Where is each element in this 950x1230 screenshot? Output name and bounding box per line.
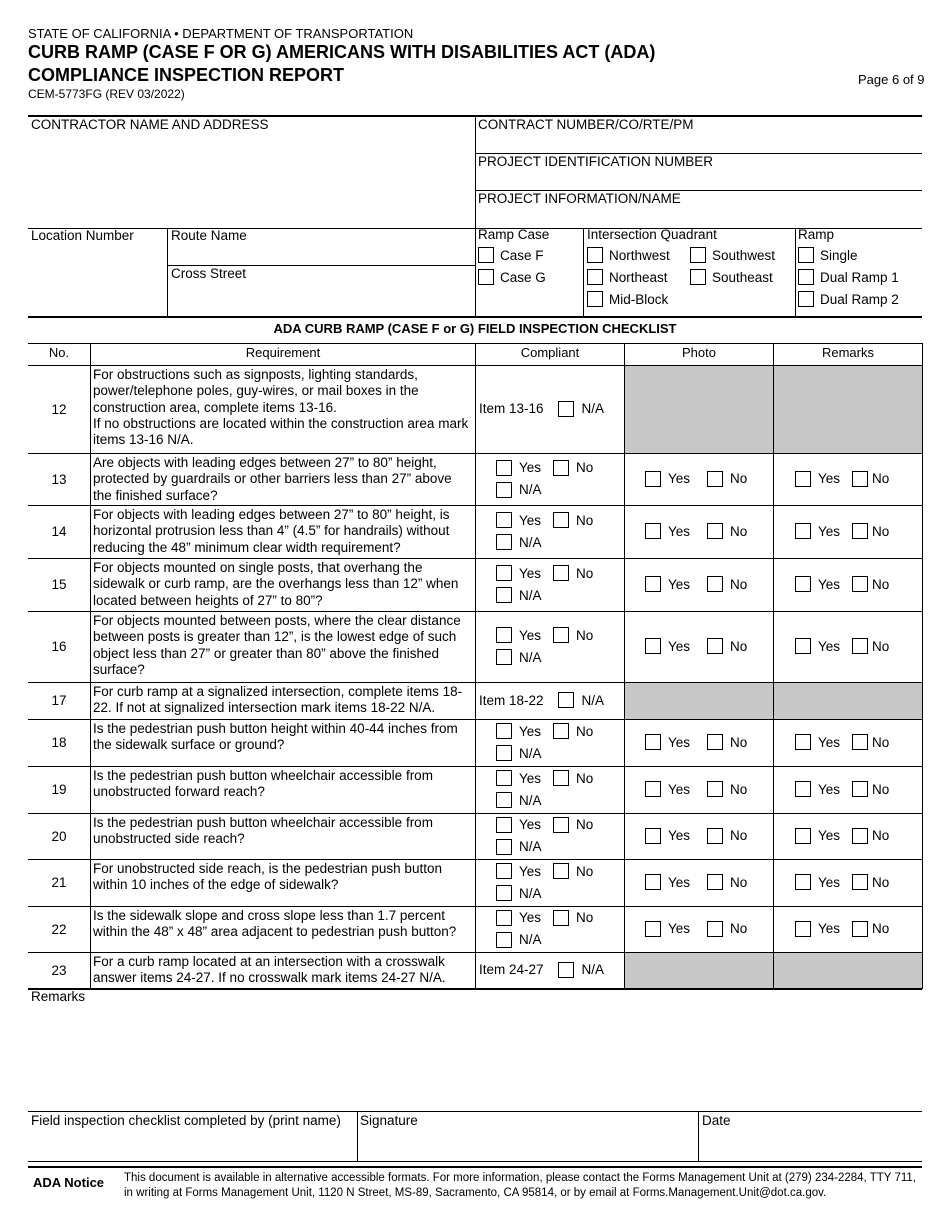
- compliant-yes-no[interactable]: [496, 627, 593, 643]
- no-label: No: [576, 770, 594, 786]
- photo-yes-checkbox[interactable]: [645, 781, 661, 797]
- northwest-label: Northwest: [609, 247, 670, 263]
- contractor-name-field[interactable]: CONTRACTOR NAME AND ADDRESS: [31, 117, 269, 132]
- remarks-yes-checkbox[interactable]: [795, 874, 811, 890]
- photo-yes-checkbox[interactable]: [645, 921, 661, 937]
- row-requirement-text: Is the sidewalk slope and cross slope less than 1.7 percent within the 48” x 48” area adjacent to pedestrian push button?: [93, 908, 457, 940]
- compliant-yes-no[interactable]: [496, 910, 593, 926]
- compliant-yes-no[interactable]: [496, 863, 593, 879]
- row-number: 12: [51, 401, 67, 417]
- no-label: No: [730, 781, 748, 797]
- signature-field[interactable]: Signature: [360, 1113, 418, 1128]
- compliant-na[interactable]: [496, 885, 542, 901]
- photo-yes-no[interactable]: [645, 781, 747, 797]
- remarks-no-checkbox[interactable]: [852, 523, 868, 539]
- col-header-requirement: Requirement: [245, 345, 321, 360]
- yes-label: Yes: [818, 523, 841, 539]
- no-label: No: [730, 471, 748, 486]
- na-label: N/A: [519, 792, 542, 808]
- compliant-no-checkbox[interactable]: [553, 723, 569, 739]
- compliant-no-checkbox[interactable]: [553, 910, 569, 926]
- checkbox-icon[interactable]: [558, 692, 574, 708]
- checkbox-icon[interactable]: [587, 291, 603, 307]
- compliant-no-checkbox[interactable]: [553, 512, 569, 528]
- no-label: No: [576, 512, 594, 528]
- checkbox-icon[interactable]: [478, 247, 494, 263]
- compliant-na-checkbox[interactable]: [496, 839, 512, 855]
- remarks-no-checkbox[interactable]: [852, 471, 868, 487]
- yes-label: Yes: [668, 734, 691, 750]
- na-label: N/A: [519, 745, 542, 761]
- no-label: No: [730, 523, 748, 539]
- row-number: 19: [51, 782, 67, 797]
- compliant-yes-no[interactable]: [496, 512, 593, 528]
- row-number: 22: [51, 921, 67, 937]
- photo-yes-checkbox[interactable]: [645, 638, 661, 654]
- photo-no-checkbox[interactable]: [707, 874, 723, 890]
- row-requirement-text: Is the pedestrian push button height within 40-44 inches from the sidewalk surface or ground?: [93, 721, 458, 753]
- yes-label: Yes: [818, 734, 841, 750]
- compliant-no-checkbox[interactable]: [553, 627, 569, 643]
- remarks-yes-checkbox[interactable]: [795, 828, 811, 844]
- yes-label: Yes: [519, 565, 542, 581]
- photo-yes-checkbox[interactable]: [645, 576, 661, 592]
- midblock-checkbox[interactable]: [587, 291, 668, 307]
- row-number: 15: [51, 577, 67, 592]
- no-label: No: [872, 638, 890, 654]
- form-title: [28, 41, 848, 87]
- northwest-checkbox[interactable]: [587, 247, 670, 263]
- checkbox-icon[interactable]: [798, 247, 814, 263]
- no-label: No: [872, 874, 890, 890]
- item-na-checkbox[interactable]: [479, 692, 604, 708]
- checklist-title: ADA CURB RAMP (CASE F or G) FIELD INSPECTION CHECKLIST: [273, 321, 677, 336]
- compliant-yes-checkbox[interactable]: [496, 627, 512, 643]
- compliant-na[interactable]: [496, 839, 542, 855]
- checkbox-icon[interactable]: [798, 269, 814, 285]
- compliant-na[interactable]: [496, 534, 542, 550]
- yes-label: Yes: [818, 921, 841, 936]
- remarks-yes-no[interactable]: [795, 523, 889, 539]
- yes-label: Yes: [818, 781, 841, 797]
- southeast-label: Southeast: [712, 269, 773, 285]
- compliant-na-checkbox[interactable]: [496, 792, 512, 808]
- na-label: N/A: [581, 692, 605, 708]
- dual-ramp-2-checkbox[interactable]: [798, 291, 899, 307]
- no-label: No: [730, 576, 748, 592]
- row-number: 20: [51, 828, 67, 844]
- photo-yes-no[interactable]: [645, 576, 747, 592]
- compliant-na[interactable]: [496, 792, 542, 808]
- row-requirement-text: For objects mounted on single posts, that overhang the sidewalk or curb ramp, are the overhangs less than 12” when located between heights of 27” to 80”?: [93, 560, 459, 608]
- remarks-yes-checkbox[interactable]: [795, 471, 811, 487]
- no-label: No: [576, 863, 594, 879]
- compliant-yes-checkbox[interactable]: [496, 512, 512, 528]
- photo-yes-checkbox[interactable]: [645, 734, 661, 750]
- compliant-no-checkbox[interactable]: [553, 863, 569, 879]
- na-label: N/A: [519, 885, 542, 901]
- compliant-yes-no[interactable]: [496, 723, 593, 739]
- compliant-na[interactable]: [496, 482, 542, 498]
- yes-label: Yes: [818, 874, 841, 890]
- compliant-yes-no[interactable]: [496, 565, 593, 581]
- photo-yes-no[interactable]: [645, 523, 747, 539]
- row-requirement-text: Are objects with leading edges between 27” to 80” height, protected by guardrails or other barriers less than 27” above the finished surface?: [93, 455, 452, 503]
- compliant-na-checkbox[interactable]: [496, 745, 512, 761]
- yes-label: Yes: [519, 512, 542, 528]
- remarks-yes-no[interactable]: [795, 471, 889, 487]
- photo-no-checkbox[interactable]: [707, 921, 723, 937]
- southeast-checkbox[interactable]: [690, 269, 773, 285]
- remarks-yes-checkbox[interactable]: [795, 734, 811, 750]
- row-requirement-text: For a curb ramp located at an intersection with a crosswalk answer items 24-27. If no crosswalk mark items 24-27 N/A.: [93, 954, 446, 986]
- checkbox-icon[interactable]: [587, 247, 603, 263]
- remarks-yes-no[interactable]: [795, 638, 889, 654]
- photo-yes-checkbox[interactable]: [645, 471, 661, 487]
- photo-no-checkbox[interactable]: [707, 828, 723, 844]
- yes-label: Yes: [519, 817, 542, 832]
- na-label: N/A: [581, 962, 605, 977]
- cross-street-field[interactable]: Cross Street: [171, 266, 247, 281]
- checkbox-icon[interactable]: [478, 269, 494, 285]
- ramp-case-label: Ramp Case: [478, 227, 550, 242]
- remarks-yes-no[interactable]: [795, 874, 889, 890]
- compliant-no-checkbox[interactable]: [553, 565, 569, 581]
- no-label: No: [730, 734, 748, 750]
- row-number: 16: [51, 639, 67, 654]
- ramp-label: Ramp: [798, 227, 835, 242]
- compliant-yes-checkbox[interactable]: [496, 770, 512, 786]
- col-header-compliant: Compliant: [520, 345, 580, 360]
- yes-label: Yes: [668, 781, 691, 797]
- no-label: No: [730, 828, 748, 843]
- page-number: Page 6 of 9: [858, 72, 925, 87]
- photo-yes-no[interactable]: [645, 921, 747, 937]
- no-label: No: [872, 921, 890, 936]
- no-label: No: [730, 874, 748, 890]
- yes-label: Yes: [668, 576, 691, 592]
- southwest-checkbox[interactable]: [690, 247, 775, 263]
- compliant-no-checkbox[interactable]: [553, 817, 569, 833]
- photo-yes-checkbox[interactable]: [645, 828, 661, 844]
- row-number: 21: [51, 875, 67, 890]
- row-number: 14: [51, 524, 67, 539]
- compliant-yes-no[interactable]: [496, 817, 593, 833]
- photo-no-checkbox[interactable]: [707, 471, 723, 487]
- col-header-no: No.: [48, 345, 70, 360]
- compliant-yes-no[interactable]: [496, 460, 593, 476]
- yes-label: Yes: [519, 770, 542, 786]
- compliant-na[interactable]: [496, 932, 542, 948]
- checkbox-icon[interactable]: [558, 401, 574, 417]
- compliant-na[interactable]: [496, 649, 542, 665]
- single-checkbox[interactable]: [798, 247, 858, 263]
- row-requirement-text: For objects with leading edges between 27” to 80” height, is horizontal protrusion less than 4” (4.5” for handrails) without reducing the 48” minimum clear width requirement?: [93, 507, 450, 555]
- yes-label: Yes: [668, 638, 691, 654]
- photo-no-checkbox[interactable]: [707, 781, 723, 797]
- item-na-checkbox[interactable]: [479, 401, 604, 417]
- col-header-remarks: Remarks: [821, 345, 874, 360]
- remarks-yes-no[interactable]: [795, 828, 889, 844]
- southwest-label: Southwest: [712, 247, 776, 263]
- compliant-yes-checkbox[interactable]: [496, 565, 512, 581]
- remarks-yes-no[interactable]: [795, 734, 889, 750]
- single-label: Single: [820, 247, 858, 263]
- row-number: 18: [51, 735, 67, 750]
- photo-no-checkbox[interactable]: [707, 523, 723, 539]
- remarks-no-checkbox[interactable]: [852, 781, 868, 797]
- no-label: No: [576, 910, 594, 925]
- remarks-yes-checkbox[interactable]: [795, 523, 811, 539]
- photo-yes-no[interactable]: [645, 734, 747, 750]
- no-label: No: [576, 817, 594, 832]
- agency-name: STATE OF CALIFORNIA • DEPARTMENT OF TRANSPORTATION: [28, 26, 414, 41]
- checkbox-icon[interactable]: [690, 269, 706, 285]
- ada-notice-text: This document is available in alternative accessible formats. For more information, please contact the Forms Management Unit at (279) 234-2284, TTY 711, in writing at Forms Management Unit, 1120 N Street, MS-89, Sacramento, CA 95814, or by email at Forms.Management.Unit@dot.ca.gov.: [124, 1172, 916, 1199]
- date-field[interactable]: Date: [702, 1113, 731, 1128]
- checkbox-icon[interactable]: [558, 962, 574, 978]
- remarks-yes-checkbox[interactable]: [795, 781, 811, 797]
- no-label: No: [872, 523, 890, 539]
- case-g-checkbox[interactable]: [478, 269, 546, 285]
- quadrant-label: Intersection Quadrant: [587, 227, 717, 242]
- case-g-label: Case G: [500, 269, 546, 285]
- compliant-yes-checkbox[interactable]: [496, 863, 512, 879]
- remarks-no-checkbox[interactable]: [852, 921, 868, 937]
- no-label: No: [872, 828, 890, 843]
- photo-no-checkbox[interactable]: [707, 638, 723, 654]
- remarks-no-checkbox[interactable]: [852, 874, 868, 890]
- na-label: N/A: [519, 932, 542, 947]
- row-requirement-text: For objects mounted between posts, where the clear distance between posts is greater than 12”, is the lowest edge of such object less than 27” or greater than 80” above the finished surface?: [93, 613, 461, 677]
- form-title-line2: COMPLIANCE INSPECTION REPORT: [28, 65, 345, 85]
- dual-ramp-1-label: Dual Ramp 1: [820, 269, 899, 285]
- photo-no-checkbox[interactable]: [707, 576, 723, 592]
- remarks-yes-no[interactable]: [795, 781, 889, 797]
- photo-yes-no[interactable]: [645, 471, 747, 487]
- yes-label: Yes: [818, 471, 841, 486]
- no-label: No: [730, 921, 748, 936]
- route-name-field[interactable]: Route Name: [171, 228, 247, 243]
- item-range-label: Item 13-16: [479, 401, 544, 416]
- case-f-label: Case F: [500, 247, 544, 263]
- remarks-yes-no[interactable]: [795, 576, 889, 592]
- midblock-label: Mid-Block: [609, 291, 669, 307]
- compliant-no-checkbox[interactable]: [553, 770, 569, 786]
- compliant-yes-checkbox[interactable]: [496, 723, 512, 739]
- photo-yes-checkbox[interactable]: [645, 874, 661, 890]
- compliant-yes-checkbox[interactable]: [496, 910, 512, 926]
- compliant-na[interactable]: [496, 587, 542, 603]
- compliant-na[interactable]: [496, 745, 542, 761]
- col-header-photo: Photo: [682, 345, 716, 360]
- photo-no-checkbox[interactable]: [707, 734, 723, 750]
- yes-label: Yes: [519, 910, 542, 925]
- location-number-field[interactable]: Location Number: [31, 228, 134, 243]
- compliant-yes-checkbox[interactable]: [496, 817, 512, 833]
- no-label: No: [872, 576, 890, 592]
- no-label: No: [576, 460, 594, 475]
- na-label: N/A: [581, 401, 605, 416]
- northeast-checkbox[interactable]: [587, 269, 668, 285]
- row-number: 13: [51, 471, 67, 487]
- compliant-na-checkbox[interactable]: [496, 932, 512, 948]
- no-label: No: [730, 638, 748, 654]
- no-label: No: [576, 723, 594, 739]
- row-number: 17: [51, 693, 67, 708]
- row-requirement-text: Is the pedestrian push button wheelchair accessible from unobstructed side reach?: [93, 815, 433, 847]
- yes-label: Yes: [519, 863, 542, 879]
- yes-label: Yes: [668, 523, 691, 539]
- yes-label: Yes: [668, 828, 691, 843]
- remarks-yes-checkbox[interactable]: [795, 638, 811, 654]
- remarks-no-checkbox[interactable]: [852, 734, 868, 750]
- contract-number-field[interactable]: CONTRACT NUMBER/CO/RTE/PM: [478, 117, 694, 132]
- yes-label: Yes: [519, 460, 542, 475]
- compliant-no-checkbox[interactable]: [553, 460, 569, 476]
- no-label: No: [872, 471, 890, 486]
- item-na-checkbox[interactable]: [479, 962, 604, 978]
- remarks-no-checkbox[interactable]: [852, 576, 868, 592]
- compliant-yes-no[interactable]: [496, 770, 593, 786]
- photo-yes-no[interactable]: [645, 828, 747, 844]
- no-label: No: [872, 781, 890, 797]
- yes-label: Yes: [519, 627, 542, 643]
- na-label: N/A: [519, 649, 542, 665]
- remarks-field[interactable]: Remarks: [31, 989, 86, 1004]
- project-info-field[interactable]: PROJECT INFORMATION/NAME: [478, 191, 681, 206]
- remarks-yes-checkbox[interactable]: [795, 921, 811, 937]
- row-requirement-text: For obstructions such as signposts, lighting standards, power/telephone poles, guy-wires, or mail boxes in the construction area, complete items 13-16. If no obstructions are located within the construction area mark items 13-16 N/A.: [93, 367, 469, 448]
- row-requirement-text: For unobstructed side reach, is the pedestrian push button within 10 inches of the edge of sidewalk?: [93, 861, 442, 893]
- item-range-label: Item 24-27: [479, 962, 544, 977]
- na-label: N/A: [519, 534, 542, 550]
- compliant-na-checkbox[interactable]: [496, 587, 512, 603]
- photo-yes-no[interactable]: [645, 638, 747, 654]
- northeast-label: Northeast: [609, 269, 668, 285]
- case-f-checkbox[interactable]: [478, 247, 544, 263]
- row-requirement-text: For curb ramp at a signalized intersection, complete items 18-22. If not at signalized intersection mark items 18-22 N/A.: [93, 684, 463, 716]
- yes-label: Yes: [818, 828, 841, 843]
- remarks-yes-checkbox[interactable]: [795, 576, 811, 592]
- photo-yes-checkbox[interactable]: [645, 523, 661, 539]
- project-id-field[interactable]: PROJECT IDENTIFICATION NUMBER: [478, 154, 714, 169]
- no-label: No: [872, 734, 890, 750]
- compliant-yes-checkbox[interactable]: [496, 460, 512, 476]
- yes-label: Yes: [519, 723, 542, 739]
- no-label: No: [576, 627, 594, 643]
- row-number: 23: [51, 962, 67, 978]
- yes-label: Yes: [818, 576, 841, 592]
- checkbox-icon[interactable]: [690, 247, 706, 263]
- yes-label: Yes: [668, 921, 691, 936]
- yes-label: Yes: [668, 874, 691, 890]
- remarks-no-checkbox[interactable]: [852, 638, 868, 654]
- yes-label: Yes: [818, 638, 841, 654]
- compliant-na-checkbox[interactable]: [496, 534, 512, 550]
- row-requirement-text: Is the pedestrian push button wheelchair accessible from unobstructed forward reach?: [93, 768, 433, 800]
- ada-notice-label: ADA Notice: [33, 1175, 105, 1190]
- compliant-na-checkbox[interactable]: [496, 482, 512, 498]
- dual-ramp-2-label: Dual Ramp 2: [820, 291, 899, 307]
- checkbox-icon[interactable]: [587, 269, 603, 285]
- compliant-na-checkbox[interactable]: [496, 649, 512, 665]
- remarks-yes-no[interactable]: [795, 921, 889, 937]
- na-label: N/A: [519, 839, 542, 854]
- na-label: N/A: [519, 482, 542, 497]
- completed-by-field[interactable]: Field inspection checklist completed by (print name): [31, 1113, 341, 1128]
- na-label: N/A: [519, 587, 542, 603]
- compliant-na-checkbox[interactable]: [496, 885, 512, 901]
- dual-ramp-1-checkbox[interactable]: [798, 269, 899, 285]
- checkbox-icon[interactable]: [798, 291, 814, 307]
- form-title-line1: CURB RAMP (CASE F OR G) AMERICANS WITH DISABILITIES ACT (ADA): [28, 42, 656, 62]
- photo-yes-no[interactable]: [645, 874, 747, 890]
- remarks-no-checkbox[interactable]: [852, 828, 868, 844]
- item-range-label: Item 18-22: [479, 692, 544, 708]
- yes-label: Yes: [668, 471, 691, 486]
- no-label: No: [576, 565, 594, 581]
- form-number: CEM-5773FG (REV 03/2022): [28, 87, 185, 101]
